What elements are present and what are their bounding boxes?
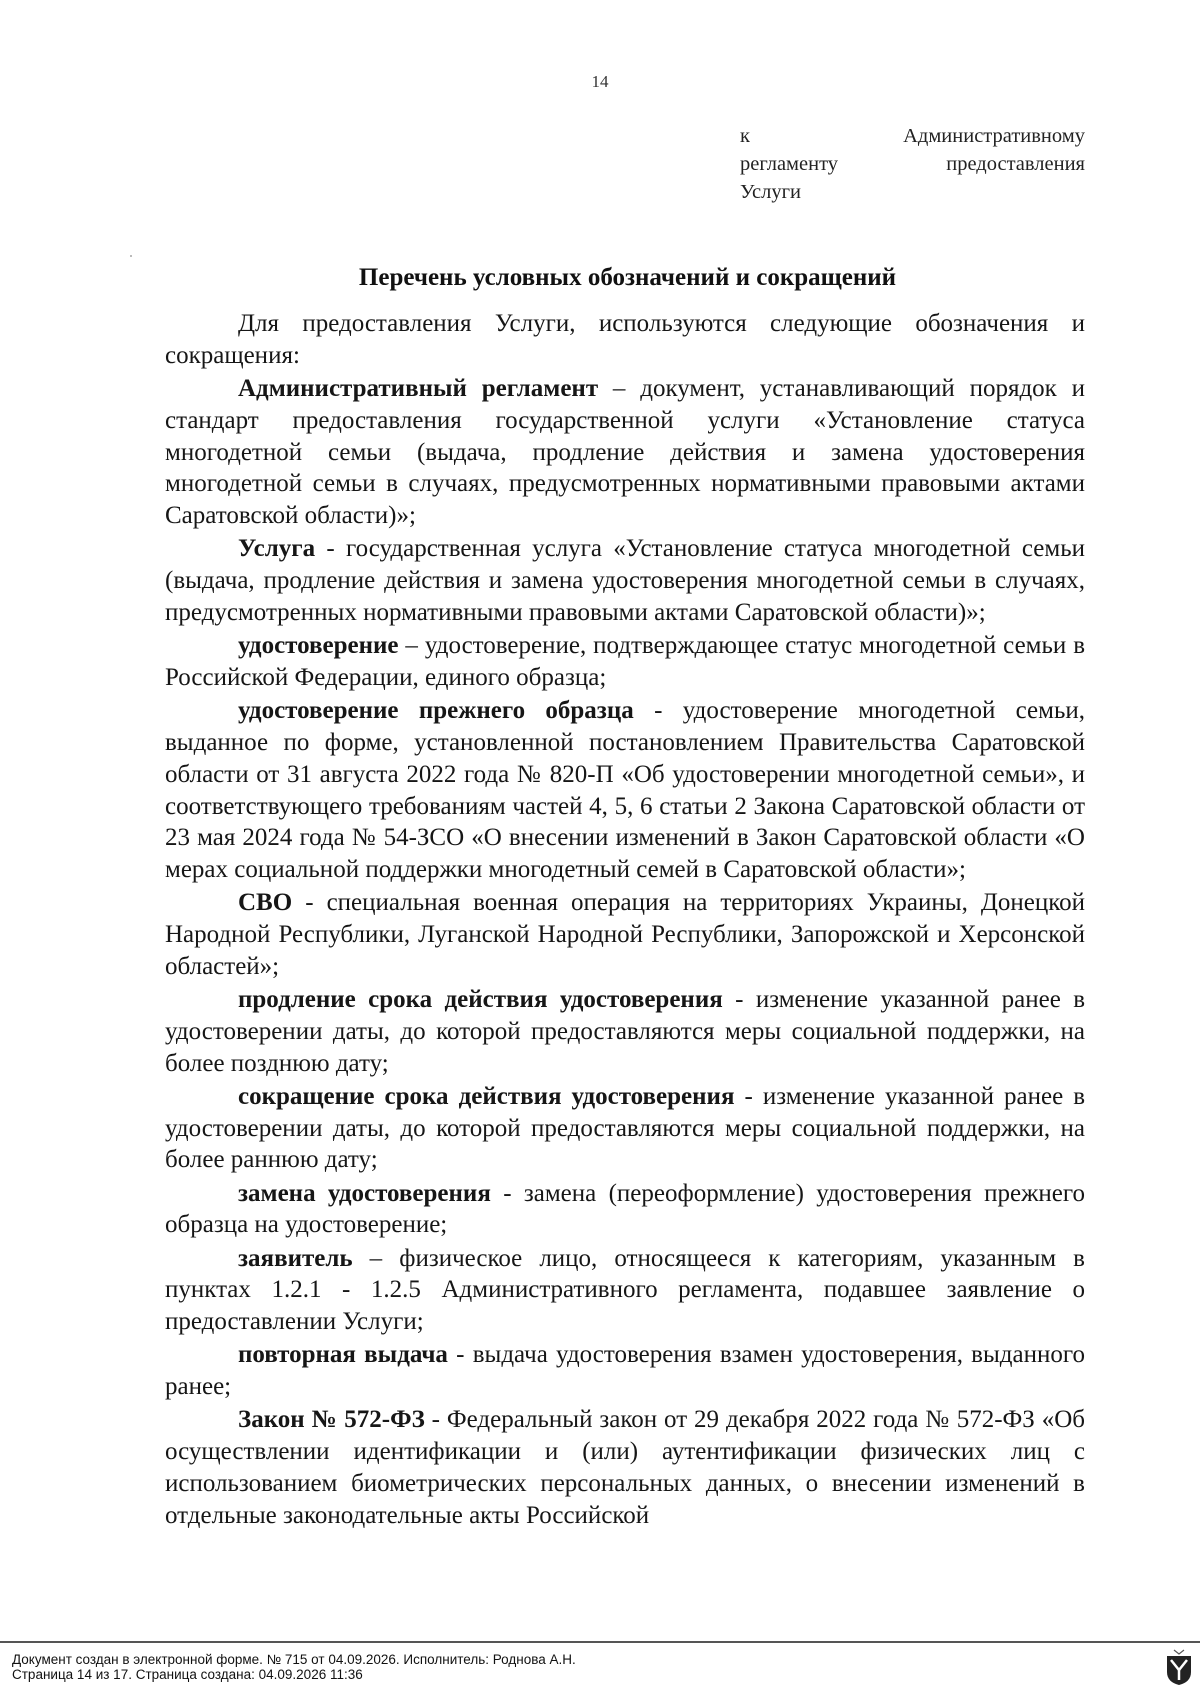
page-number: 14 <box>591 72 609 91</box>
definition-text: изменение указанной ранее в удостоверении даты, до которой предоставляются меры социальной поддержки, на более раннюю дату; <box>165 1082 1086 1174</box>
appendix-header <box>740 122 1085 206</box>
definition-term: продление срока действия удостоверения <box>238 986 723 1014</box>
appendix-header-line-2 <box>740 150 1085 178</box>
definition-text: специальная военная операция на территориях Украины, Донецкой Народной Республики, Луганской Народной Республики, Запорожской и Херсонской областей»; <box>165 889 1086 980</box>
footer-divider <box>0 1641 1200 1643</box>
definition-item <box>165 1404 1085 1531</box>
definition-separator: – <box>398 632 425 660</box>
footer-document-info: Документ создан в электронной форме. № 715 от 04.09.2026. Исполнитель: Роднова А.Н. <box>12 1652 576 1667</box>
definition-item <box>165 1178 1085 1242</box>
coat-of-arms-icon <box>1165 1648 1193 1686</box>
definition-item <box>165 630 1085 694</box>
definition-separator: - <box>447 1341 473 1369</box>
document-body <box>165 308 1085 1533</box>
footer <box>12 1652 576 1682</box>
definition-term: СВО <box>238 889 293 917</box>
definition-text: выдача удостоверения взамен удостоверения, выданного ранее; <box>165 1341 1085 1401</box>
definition-separator: - <box>292 889 327 917</box>
definition-separator: - <box>722 986 756 1014</box>
definition-item <box>165 695 1085 886</box>
definition-item <box>165 373 1085 532</box>
definition-text: замена (переоформление) удостоверения прежнего образца на удостоверение; <box>165 1179 1086 1239</box>
appendix-header-line-3: Услуги <box>740 181 802 203</box>
intro-paragraph: Для предоставления Услуги, используются следующие обозначения и сокращения: <box>165 310 1085 369</box>
definition-term: удостоверение <box>238 632 399 660</box>
definition-item <box>165 1339 1085 1403</box>
definition-separator: - <box>490 1179 524 1207</box>
appendix-header-word: к <box>740 125 750 147</box>
definition-separator: – <box>598 374 641 402</box>
appendix-header-line-1 <box>740 122 1085 150</box>
definition-item <box>165 1081 1085 1176</box>
document-title: Перечень условных обозначений и сокращений <box>358 264 897 291</box>
definition-term: Закон № 572-ФЗ <box>238 1406 425 1434</box>
definition-term: Услуга <box>238 535 316 563</box>
definitions-list <box>165 373 1085 1532</box>
appendix-header-word: предоставления <box>946 153 1085 175</box>
definition-item <box>165 887 1085 982</box>
definition-term: замена удостоверения <box>238 1179 491 1207</box>
definition-separator: - <box>734 1082 763 1110</box>
definition-separator: - <box>424 1406 447 1434</box>
definition-text: удостоверение, подтверждающее статус многодетной семьи в Российской Федерации, единого образца; <box>165 632 1085 691</box>
definition-separator: - <box>633 697 683 725</box>
definition-term: заявитель <box>238 1244 353 1272</box>
definition-term: удостоверение прежнего образца <box>238 697 634 725</box>
definition-text: государственная услуга «Установление статуса многодетной семьи (выдача, продление действия и замена удостоверения многодетной семьи в случаях, предусмотренных нормативными правовыми актами Саратовской области)»; <box>165 535 1085 626</box>
definition-item <box>165 984 1085 1079</box>
definition-term: повторная выдача <box>238 1341 448 1369</box>
appendix-header-word: Административному <box>903 125 1085 147</box>
scan-artifact <box>130 255 132 257</box>
definition-item <box>165 533 1085 628</box>
definition-term: Административный регламент <box>238 374 599 402</box>
definition-text: удостоверение многодетной семьи, выданное по форме, установленной постановлением Правительства Саратовской области от 31 августа 2022 года № 820-П «Об удостоверении многодетной семьи», и соответствующего требованиям частей 4, 5, 6 статьи 2 Закона Саратовской области от 23 мая 2024 года № 54-ЗСО «О внесении изменений в Закон Саратовской области «О мерах социальной поддержки многодетный семей в Саратовской области»; <box>165 697 1085 884</box>
definition-text: изменение указанной ранее в удостоверении даты, до которой предоставляются меры социальной поддержки, на более позднюю дату; <box>165 986 1086 1077</box>
footer-page-info: Страница 14 из 17. Страница создана: 04.09.2026 11:36 <box>12 1667 363 1682</box>
definition-term: сокращение срока действия удостоверения <box>238 1082 735 1110</box>
definition-separator: - <box>315 535 346 563</box>
definition-text: Федеральный закон от 29 декабря 2022 года № 572-ФЗ «Об осуществлении идентификации и (или) аутентификации физических лиц с использованием биометрических персональных данных, о внесении изменений в отдельные законодательные акты Российской <box>165 1406 1085 1529</box>
definition-text: физическое лицо, относящееся к категориям, указанным в пунктах 1.2.1 - 1.2.5 Административного регламента, подавшее заявление о предоставлении Услуги; <box>165 1244 1085 1336</box>
appendix-header-word: регламенту <box>740 153 839 175</box>
definition-text: документ, устанавливающий порядок и стандарт предоставления государственной услуги «Установление статуса многодетной семьи (выдача, продление действия и замена удостоверения многодетной семьи в случаях, предусмотренных нормативными правовыми актами Саратовской области)»; <box>165 374 1086 530</box>
definition-separator: – <box>352 1244 400 1272</box>
definition-item <box>165 1243 1085 1338</box>
